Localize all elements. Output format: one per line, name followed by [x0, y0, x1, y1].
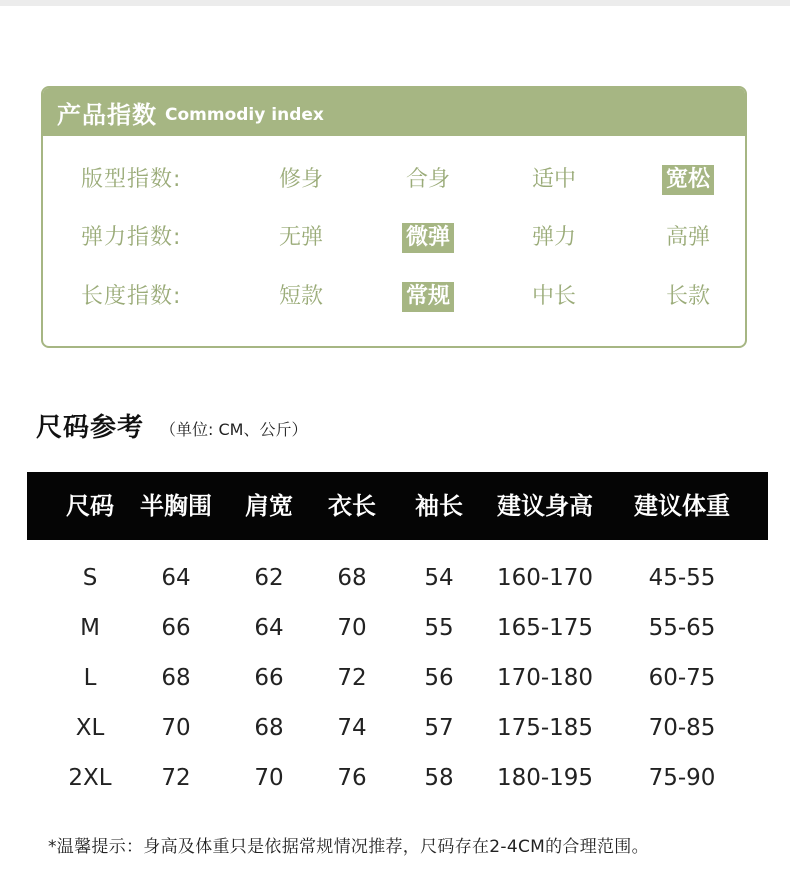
- table-cell: 70: [161, 715, 191, 741]
- table-cell: 70-85: [648, 715, 716, 741]
- table-cell: 75-90: [648, 765, 716, 791]
- header-cell: 尺码: [66, 492, 114, 520]
- table-cell: 56: [424, 665, 454, 691]
- size-table-header: [27, 472, 768, 540]
- index-row-label: 长度指数:: [81, 284, 182, 309]
- table-cell: 170-180: [496, 665, 594, 691]
- table-cell: 2XL: [68, 765, 112, 791]
- table-cell: 60-75: [648, 665, 716, 691]
- table-cell: XL: [75, 715, 105, 741]
- table-row: [27, 553, 768, 603]
- table-cell: 72: [337, 665, 367, 691]
- index-option: 修身: [278, 167, 323, 192]
- table-cell: 55-65: [648, 615, 716, 641]
- size-table: [27, 472, 768, 803]
- table-cell: 180-195: [496, 765, 594, 791]
- header-cell: 肩宽: [245, 492, 293, 520]
- size-reference-title: 尺码参考: [36, 413, 145, 443]
- header-cell: 建议体重: [634, 492, 730, 520]
- index-row-length: [43, 279, 745, 315]
- index-row-fit: [43, 162, 745, 198]
- size-reference-unit: （单位: CM、公斤）: [160, 420, 308, 439]
- index-option: 合身: [405, 167, 450, 192]
- table-cell: 57: [424, 715, 454, 741]
- table-cell: 45-55: [648, 565, 716, 591]
- table-cell: 66: [254, 665, 284, 691]
- table-cell: 72: [161, 765, 191, 791]
- table-cell: 64: [254, 615, 284, 641]
- table-cell: 55: [424, 615, 454, 641]
- commodity-index-card: [41, 86, 747, 348]
- table-cell: 64: [161, 565, 191, 591]
- table-row: [27, 753, 768, 803]
- table-cell: 68: [161, 665, 191, 691]
- index-option-selected: 宽松: [648, 162, 728, 198]
- table-cell: 160-170: [496, 565, 594, 591]
- index-row-stretch: [43, 220, 745, 256]
- header-cell: 袖长: [415, 492, 463, 520]
- table-cell: 165-175: [496, 615, 594, 641]
- table-cell: 66: [161, 615, 191, 641]
- top-divider: [0, 0, 790, 6]
- table-cell: 68: [337, 565, 367, 591]
- table-cell: 70: [337, 615, 367, 641]
- index-row-label: 弹力指数:: [81, 225, 182, 250]
- table-cell: 76: [337, 765, 367, 791]
- footnote: *温馨提示：身高及体重只是依据常规情况推荐，尺码存在2-4CM的合理范围。: [48, 837, 649, 857]
- table-cell: 70: [254, 765, 284, 791]
- table-row: [27, 653, 768, 703]
- index-option: 无弹: [278, 225, 323, 250]
- commodity-index-subtitle: Commodiy index: [165, 104, 324, 125]
- index-row-label: 版型指数:: [81, 167, 182, 192]
- table-cell: L: [83, 665, 97, 691]
- table-row: [27, 603, 768, 653]
- table-cell: S: [82, 565, 98, 591]
- index-option: 中长: [531, 284, 576, 309]
- index-option: 适中: [531, 167, 576, 192]
- header-cell: 半胸围: [140, 492, 212, 520]
- index-option-selected: 常规: [388, 279, 468, 315]
- table-cell: 175-185: [496, 715, 594, 741]
- table-cell: 58: [424, 765, 454, 791]
- table-cell: 62: [254, 565, 284, 591]
- table-cell: M: [80, 615, 100, 641]
- header-cell: 建议身高: [497, 492, 593, 520]
- table-cell: 68: [254, 715, 284, 741]
- table-cell: 54: [424, 565, 454, 591]
- commodity-index-header: [43, 88, 745, 136]
- index-option: 弹力: [531, 225, 576, 250]
- table-row: [27, 703, 768, 753]
- index-option-selected: 微弹: [388, 220, 468, 256]
- commodity-index-title: 产品指数: [57, 100, 157, 129]
- index-option: 短款: [278, 284, 323, 309]
- size-table-body: [27, 540, 768, 803]
- index-option: 高弹: [665, 225, 710, 250]
- index-option: 长款: [665, 284, 710, 309]
- header-cell: 衣长: [328, 492, 376, 520]
- table-cell: 74: [337, 715, 367, 741]
